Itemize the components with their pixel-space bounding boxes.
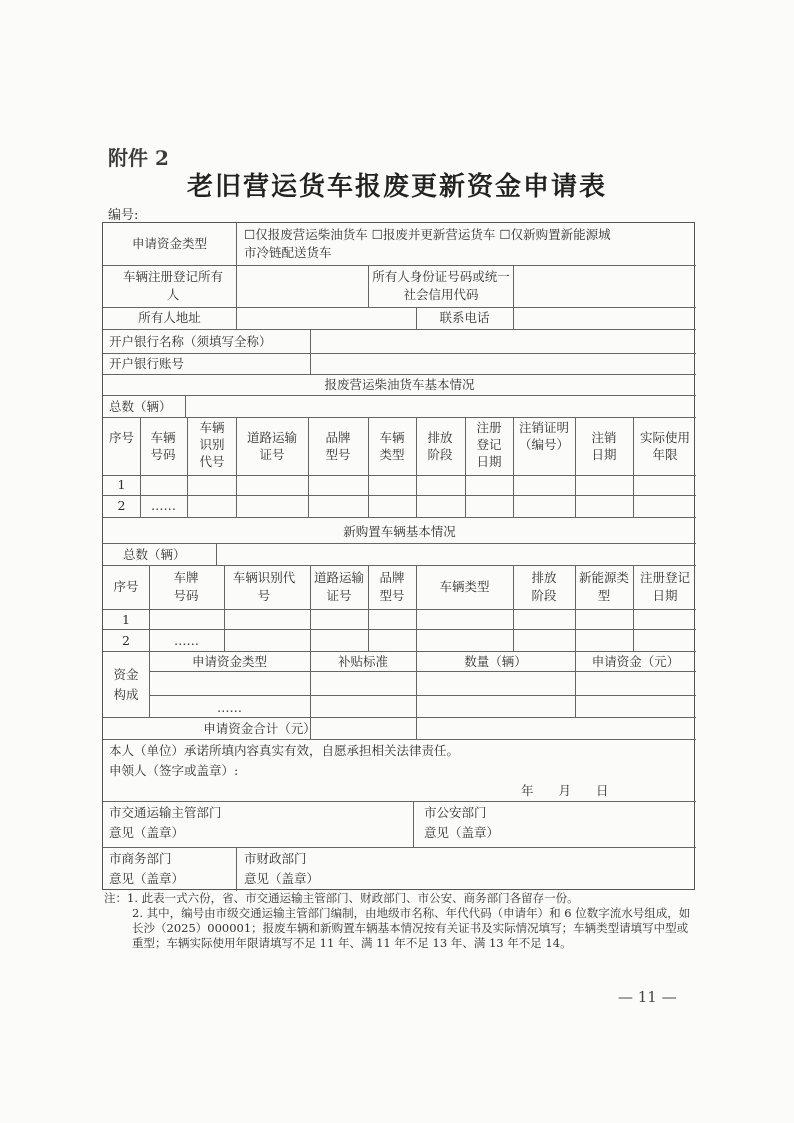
commerce-dept-seal: 意见（盖章） [109, 871, 185, 886]
finance-dept-label: 市财政部门 [244, 851, 307, 866]
scrap-col-index: 序号 [108, 430, 134, 445]
scrap-col-plate: 车辆号码 [150, 430, 176, 462]
new-col-ev-type: 新能源类型 [579, 570, 630, 603]
scrap-col-brand-model: 品牌型号 [325, 430, 351, 462]
declaration-text: 本人（单位）承诺所填内容真实有效，自愿承担相关法律责任。 [109, 743, 460, 758]
new-row-1: 1 [122, 612, 130, 627]
commerce-dept-label: 市商务部门 [109, 851, 172, 866]
new-col-plate: 车牌号码 [173, 570, 199, 603]
new-section-header: 新购置车辆基本情况 [343, 524, 456, 539]
funding-composition-label: 资金构成 [113, 667, 139, 702]
scrap-col-years-used: 实际使用年限 [639, 430, 690, 462]
new-col-reg-date: 注册登记日期 [639, 570, 690, 603]
registered-owner-label: 车辆注册登记所有人 [123, 269, 224, 302]
police-dept-label: 市公安部门 [424, 805, 487, 820]
bank-account-label: 开户银行账号 [109, 356, 185, 371]
funding-col-type: 申请资金类型 [191, 654, 267, 669]
form-title: 老旧营运货车报废更新资金申请表 [186, 172, 607, 202]
scrap-row-1: 1 [117, 477, 126, 492]
phone-label: 联系电话 [439, 310, 490, 325]
new-col-brand-model: 品牌型号 [379, 570, 405, 603]
funding-col-standard: 补贴标准 [337, 654, 388, 669]
new-col-emission: 排放阶段 [531, 570, 557, 603]
scrap-col-vin: 车辆识别代号 [199, 420, 225, 469]
new-row-ellipsis: …… [174, 633, 199, 648]
application-form-table [102, 222, 695, 890]
police-dept-seal: 意见（盖章） [424, 825, 500, 840]
sign-date: 年 月 日 [521, 783, 609, 798]
scrap-col-reg-date: 注册登记日期 [476, 420, 502, 469]
new-col-index: 序号 [113, 579, 139, 594]
scrap-col-transport-cert: 道路运输证号 [246, 430, 297, 462]
note-2: 2. 其中，编号由市级交通运输主管部门编制，由地级市名称、年代代码（申请年）和 6 位数字流水号组成，如长沙（2025）000001；报废车辆和新购置车辆基本情况按有关证书及实际情况填写；车辆类型请填写中型或重型；车辆实际使用年限请填写不足 11 年、满 11 年不足 13 年、满 13 年不足 14。 [132, 906, 691, 950]
note-1: 注：1. 此表一式六份，省、市交通运输主管部门、财政部门、市公安、商务部门各留存一份。 [104, 891, 579, 905]
scrap-total-label: 总数（辆） [109, 399, 172, 414]
page-number: — 11 — [618, 988, 677, 1006]
scrap-section-header: 报废营运柴油货车基本情况 [324, 377, 475, 392]
new-col-vehicle-type: 车辆类型 [439, 579, 490, 594]
new-col-transport-cert: 道路运输证号 [314, 570, 365, 603]
new-total-label: 总数（辆） [123, 547, 186, 562]
apply-type-label: 申请资金类型 [131, 236, 207, 251]
owner-address-label: 所有人地址 [138, 310, 201, 325]
scrap-row-2: 2 [117, 498, 126, 513]
scrap-col-vehicle-type: 车辆类型 [379, 430, 405, 462]
signer-label: 申领人（签字或盖章）: [109, 763, 239, 778]
apply-type-options-cont: 市冷链配送货车 [244, 245, 332, 260]
transport-dept-seal: 意见（盖章） [109, 825, 185, 840]
bank-name-label: 开户银行名称（须填写全称） [109, 334, 272, 349]
funding-col-amount: 申请资金（元） [591, 654, 680, 669]
owner-id-label: 所有人身份证号码或统一社会信用代码 [372, 269, 510, 302]
finance-dept-seal: 意见（盖章） [244, 871, 320, 886]
scrap-col-dereg-cert: 注销证明（编号） [518, 420, 569, 452]
new-col-vin: 车辆识别代号 [232, 570, 296, 603]
transport-dept-label: 市交通运输主管部门 [109, 805, 222, 820]
notes [104, 891, 694, 951]
funding-col-quantity: 数量（辆） [464, 654, 527, 669]
scrap-col-emission: 排放阶段 [427, 430, 453, 462]
scrap-row-ellipsis: …… [151, 498, 176, 513]
new-row-2: 2 [122, 633, 130, 648]
serial-number-label: 编号: [108, 208, 139, 223]
attachment-label: 附件 2 [108, 146, 169, 170]
scrap-col-dereg-date: 注销日期 [591, 430, 617, 462]
apply-type-options[interactable]: ☐仅报废营运柴油货车 ☐报废并更新营运货车 ☐仅新购置新能源城 [244, 227, 611, 242]
funding-total-label: 申请资金合计（元） [203, 721, 316, 736]
funding-row-ellipsis: …… [217, 700, 242, 715]
